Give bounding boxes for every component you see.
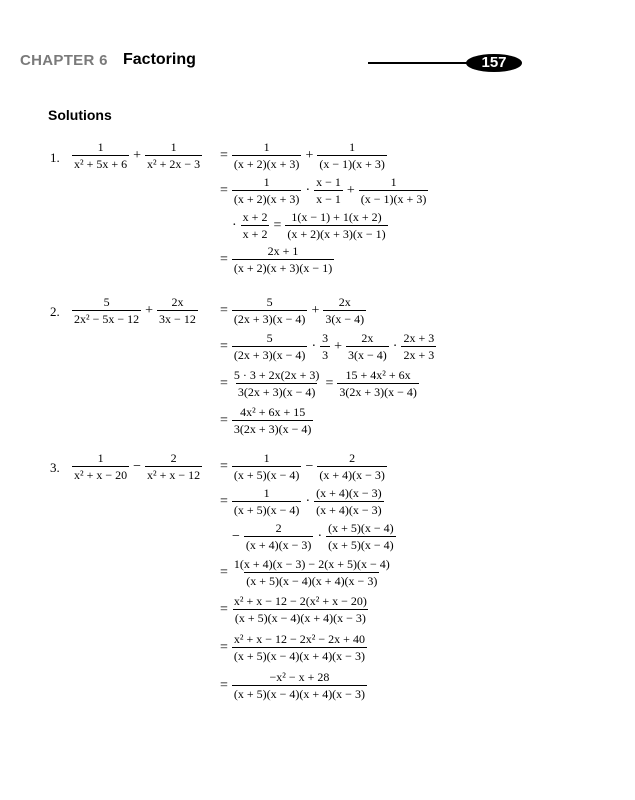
operator: +	[145, 302, 154, 318]
denominator: (x − 1)(x + 3)	[360, 192, 427, 206]
denominator: (x + 5)(x − 4)(x + 4)(x − 3)	[246, 574, 378, 588]
solution-step	[218, 331, 438, 362]
operator: =	[220, 375, 228, 391]
fraction	[326, 521, 396, 552]
fraction	[232, 175, 302, 206]
operator: =	[220, 412, 228, 428]
denominator: (x + 4)(x − 3)	[245, 538, 312, 552]
operator: −	[232, 528, 240, 544]
numerator: 2	[170, 451, 177, 465]
denominator: 3	[322, 348, 329, 362]
numerator: x² + x − 12 − 2(x² + x − 20)	[233, 594, 367, 608]
problem-number: 2.	[50, 304, 60, 319]
numerator: 2x	[338, 295, 351, 309]
denominator: 3(x − 4)	[325, 312, 365, 326]
fraction	[232, 140, 302, 171]
operator: ·	[305, 182, 311, 198]
denominator: (x + 2)(x + 3)	[233, 192, 300, 206]
solution-step	[218, 175, 430, 206]
denominator: (2x + 3)(x − 4)	[233, 312, 306, 326]
numerator: 1	[390, 175, 397, 189]
solution-step	[218, 405, 315, 436]
solution-step	[230, 210, 390, 241]
operator: =	[273, 217, 282, 233]
fraction	[232, 557, 392, 588]
problem-expression	[70, 140, 204, 171]
numerator: 1	[263, 175, 270, 189]
fraction	[72, 451, 129, 482]
numerator: 2x + 1	[267, 244, 299, 258]
numerator: 1(x − 1) + 1(x + 2)	[291, 210, 382, 224]
fraction	[232, 594, 369, 625]
operator: =	[220, 147, 228, 163]
chapter-label: CHAPTER 6	[20, 52, 108, 69]
operator: =	[220, 251, 228, 267]
operator: ·	[311, 338, 317, 354]
page-number-badge: 157	[466, 54, 522, 72]
numerator: 2	[349, 451, 356, 465]
denominator: (x + 5)(x − 4)	[233, 503, 300, 517]
operator: =	[325, 375, 334, 391]
numerator: (x + 4)(x − 3)	[316, 486, 382, 500]
operator: −	[133, 458, 142, 474]
operator: −	[305, 458, 314, 474]
denominator: (x − 1)(x + 3)	[319, 157, 385, 171]
operator: +	[311, 302, 320, 318]
numerator: x² + x − 12 − 2x² − 2x + 40	[233, 632, 365, 646]
numerator: (x + 5)(x − 4)	[328, 521, 394, 535]
fraction	[232, 451, 302, 482]
fraction	[232, 244, 334, 275]
section-title: Solutions	[48, 107, 112, 123]
denominator: (x + 5)(x − 4)	[328, 538, 394, 552]
problem-expression	[70, 295, 200, 326]
operator: =	[220, 338, 228, 354]
numerator: 1	[263, 451, 270, 465]
denominator: (x + 4)(x − 3)	[316, 503, 382, 517]
fraction	[317, 451, 387, 482]
denominator: 3(x − 4)	[348, 348, 387, 362]
solution-step	[218, 244, 336, 275]
operator: =	[220, 493, 228, 509]
operator: ·	[232, 217, 237, 233]
numerator: 1	[97, 140, 104, 154]
denominator: 3(2x + 3)(x − 4)	[233, 422, 312, 436]
numerator: 2x	[171, 295, 184, 309]
fraction	[232, 368, 322, 399]
fraction	[241, 210, 270, 241]
solution-step	[230, 521, 398, 552]
numerator: 5 · 3 + 2x(2x + 3)	[233, 368, 320, 382]
denominator: 3(2x + 3)(x − 4)	[339, 385, 417, 399]
fraction	[320, 331, 330, 362]
denominator: x + 2	[242, 227, 268, 241]
solution-step	[218, 632, 369, 663]
numerator: −x² − x + 28	[269, 670, 330, 684]
fraction	[401, 331, 436, 362]
operator: =	[220, 677, 228, 693]
operator: +	[334, 338, 343, 354]
fraction	[359, 175, 429, 206]
operator: +	[133, 147, 142, 163]
denominator: (x + 2)(x + 3)(x − 1)	[233, 261, 333, 275]
fraction	[232, 632, 367, 663]
fraction	[285, 210, 387, 241]
numerator: 1	[263, 486, 270, 500]
operator: =	[220, 302, 228, 318]
fraction	[346, 331, 389, 362]
solution-step	[218, 368, 421, 399]
numerator: 5	[266, 295, 273, 309]
operator: ·	[392, 338, 398, 354]
denominator: x² + x − 20	[74, 468, 128, 482]
problem-expression	[70, 451, 204, 482]
header-rule	[368, 62, 478, 64]
solution-step	[218, 140, 389, 171]
fraction	[232, 331, 308, 362]
operator: =	[220, 639, 228, 655]
denominator: (x + 4)(x − 3)	[319, 468, 385, 482]
fraction	[232, 405, 314, 436]
denominator: (x + 5)(x − 4)(x + 4)(x − 3)	[233, 687, 365, 701]
fraction	[244, 521, 314, 552]
solution-step	[218, 670, 369, 701]
denominator: x − 1	[316, 192, 341, 206]
operator: ·	[317, 528, 323, 544]
numerator: 1	[170, 140, 177, 154]
fraction	[232, 486, 302, 517]
numerator: 2x + 3	[403, 331, 435, 345]
solution-step	[218, 594, 371, 625]
operator: =	[220, 601, 228, 617]
fraction	[145, 140, 202, 171]
numerator: 1	[349, 140, 356, 154]
operator: =	[220, 564, 228, 580]
numerator: x + 2	[242, 210, 268, 224]
fraction	[157, 295, 198, 326]
fraction	[145, 451, 202, 482]
denominator: (x + 5)(x − 4)(x + 4)(x − 3)	[234, 611, 366, 625]
denominator: x² + 5x + 6	[74, 157, 128, 171]
fraction	[314, 486, 384, 517]
chapter-title: Factoring	[123, 51, 196, 68]
fraction	[232, 670, 367, 701]
operator: ·	[305, 493, 311, 509]
denominator: (x + 5)(x − 4)	[233, 468, 300, 482]
solution-step	[218, 557, 394, 588]
solution-step	[218, 451, 389, 482]
numerator: 1	[97, 451, 104, 465]
problem-number: 3.	[50, 460, 60, 475]
fraction	[72, 295, 141, 326]
denominator: 2x² − 5x − 12	[74, 312, 140, 326]
fraction	[232, 295, 308, 326]
denominator: (2x + 3)(x − 4)	[233, 348, 306, 362]
fraction	[337, 368, 419, 399]
denominator: x² + 2x − 3	[147, 157, 201, 171]
numerator: 2	[275, 521, 282, 535]
numerator: 15 + 4x² + 6x	[345, 368, 411, 382]
numerator: 5	[103, 295, 110, 309]
denominator: (x + 2)(x + 3)(x − 1)	[287, 227, 386, 241]
numerator: 5	[266, 331, 273, 345]
operator: =	[220, 182, 228, 198]
fraction	[317, 140, 387, 171]
fraction	[314, 175, 343, 206]
problem-number: 1.	[50, 150, 60, 165]
operator: =	[220, 458, 228, 474]
denominator: 3(2x + 3)(x − 4)	[237, 385, 316, 399]
fraction	[72, 140, 129, 171]
numerator: 1	[263, 140, 270, 154]
solution-step	[218, 295, 368, 326]
numerator: x − 1	[316, 175, 341, 189]
solution-step	[218, 486, 386, 517]
numerator: 4x² + 6x + 15	[240, 405, 306, 419]
numerator: 3	[322, 331, 329, 345]
denominator: 3x − 12	[159, 312, 196, 326]
denominator: 2x + 3	[403, 348, 435, 362]
denominator: x² + x − 12	[147, 468, 201, 482]
numerator: 1(x + 4)(x − 3) − 2(x + 5)(x − 4)	[233, 557, 390, 571]
denominator: (x + 5)(x − 4)(x + 4)(x − 3)	[233, 649, 365, 663]
operator: +	[305, 147, 314, 163]
fraction	[323, 295, 366, 326]
denominator: (x + 2)(x + 3)	[233, 157, 300, 171]
numerator: 2x	[361, 331, 374, 345]
operator: +	[346, 182, 355, 198]
